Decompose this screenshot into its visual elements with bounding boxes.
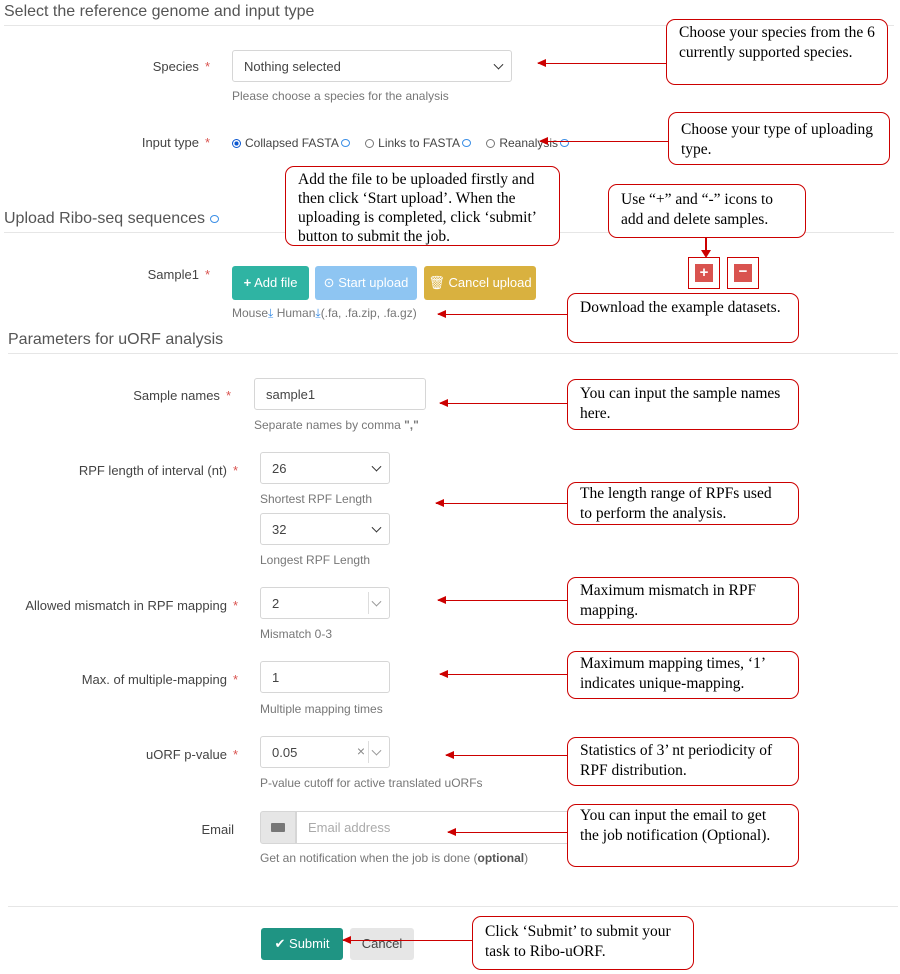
- info-bubble-icon[interactable]: [210, 215, 219, 223]
- shortest-rpf-help: Shortest RPF Length: [260, 492, 373, 506]
- clear-icon[interactable]: ×: [356, 743, 365, 759]
- rpf-length-label: RPF length of interval (nt) *: [78, 463, 238, 478]
- plus-icon: +: [243, 275, 252, 290]
- arrow-icon: [440, 403, 567, 404]
- annotation-species: Choose your species from the 6 currently supported species.: [666, 19, 888, 85]
- email-input[interactable]: Email address: [296, 811, 576, 844]
- mismatch-label: Allowed mismatch in RPF mapping *: [25, 598, 238, 613]
- mismatch-select[interactable]: 2: [260, 587, 390, 619]
- chevron-down-icon: [372, 746, 382, 756]
- arrow-icon: [438, 314, 567, 315]
- annotation-download: Download the example datasets.: [567, 293, 799, 343]
- sample1-label: Sample1 *: [147, 267, 210, 282]
- longest-rpf-select[interactable]: 32: [260, 513, 390, 545]
- sample-names-input[interactable]: sample1: [254, 378, 426, 410]
- arrow-icon: [438, 600, 567, 601]
- cancel-button[interactable]: Cancel: [350, 928, 414, 960]
- radio-links-fasta[interactable]: Links to FASTA: [365, 136, 471, 150]
- chevron-down-icon: [372, 597, 382, 607]
- pvalue-help: P-value cutoff for active translated uORFs: [260, 776, 483, 790]
- minus-icon: −: [734, 264, 752, 282]
- input-type-label: Input type *: [141, 135, 210, 150]
- radio-collapsed-fasta[interactable]: Collapsed FASTA: [232, 136, 350, 150]
- info-bubble-icon[interactable]: [341, 139, 350, 147]
- add-sample-button[interactable]: [688, 257, 720, 289]
- divider: [8, 906, 898, 907]
- human-download-link[interactable]: Human⤓: [276, 306, 321, 320]
- trash-icon: 🗑: [428, 275, 445, 290]
- download-icon: ⤓: [315, 306, 321, 320]
- radio-icon: [486, 139, 495, 148]
- plus-icon: +: [695, 264, 713, 282]
- multi-mapping-label: Max. of multiple-mapping *: [81, 672, 238, 687]
- species-select[interactable]: Nothing selected: [232, 50, 512, 82]
- shortest-rpf-select[interactable]: 26: [260, 452, 390, 484]
- start-upload-button[interactable]: ⊙ Start upload: [315, 266, 417, 300]
- divider: [8, 353, 898, 354]
- arrow-icon: [446, 755, 567, 756]
- annotation-mismatch: Maximum mismatch in RPF mapping.: [567, 577, 799, 625]
- section-title-reference: Select the reference genome and input type: [4, 3, 315, 20]
- chevron-down-icon: [494, 60, 504, 70]
- arrow-icon: [538, 63, 666, 64]
- multi-mapping-help: Multiple mapping times: [260, 702, 383, 716]
- upload-icon: ⊙: [323, 275, 335, 290]
- species-label: Species *: [152, 59, 210, 74]
- submit-button[interactable]: ✔ Submit: [261, 928, 343, 960]
- annotation-rpf-length: The length range of RPFs used to perform the analysis.: [567, 482, 799, 525]
- chevron-down-icon: [372, 523, 382, 533]
- species-help: Please choose a species for the analysis: [232, 89, 449, 103]
- remove-sample-button[interactable]: [727, 257, 759, 289]
- check-icon: ✔: [274, 936, 286, 951]
- email-help: Get an notification when the job is done (optional): [260, 851, 529, 865]
- envelope-icon: [271, 823, 285, 832]
- annotation-submit: Click ‘Submit’ to submit your task to Ribo-uORF.: [472, 916, 694, 970]
- radio-icon: [365, 139, 374, 148]
- mismatch-help: Mismatch 0-3: [260, 627, 333, 641]
- sample-names-label: Sample names *: [133, 388, 231, 403]
- radio-reanalysis[interactable]: Reanalysis: [486, 136, 569, 150]
- input-type-radio-group: [232, 136, 569, 150]
- pvalue-label: uORF p-value *: [146, 747, 238, 762]
- arrow-icon: [436, 503, 567, 504]
- section-title-params: Parameters for uORF analysis: [8, 331, 224, 348]
- cancel-upload-button[interactable]: 🗑 Cancel upload: [424, 266, 536, 300]
- email-label: Email: [201, 822, 234, 837]
- section-title-upload: Upload Ribo-seq sequences: [4, 210, 219, 228]
- multi-mapping-input[interactable]: 1: [260, 661, 390, 693]
- example-datasets: Mouse⤓ Human⤓(.fa, .fa.zip, .fa.gz): [232, 306, 417, 320]
- add-file-button[interactable]: + Add file: [232, 266, 309, 300]
- annotation-multi-mapping: Maximum mapping times, ‘1’ indicates unique-mapping.: [567, 651, 799, 699]
- radio-selected-icon: [232, 139, 241, 148]
- arrow-icon: [540, 141, 668, 142]
- mouse-download-link[interactable]: Mouse⤓: [232, 306, 274, 320]
- annotation-input-type: Choose your type of uploading type.: [668, 112, 890, 165]
- annotation-plus-minus: Use “+” and “-” icons to add and delete samples.: [608, 184, 806, 238]
- download-icon: ⤓: [268, 306, 274, 320]
- sample-names-help: Separate names by comma ",": [254, 418, 419, 432]
- pvalue-select[interactable]: 0.05 ×: [260, 736, 390, 768]
- longest-rpf-help: Longest RPF Length: [260, 553, 371, 567]
- info-bubble-icon[interactable]: [462, 139, 471, 147]
- annotation-email: You can input the email to get the job notification (Optional).: [567, 804, 799, 867]
- annotation-sample-names: You can input the sample names here.: [567, 379, 799, 430]
- arrow-icon: [440, 674, 567, 675]
- arrow-icon: [448, 832, 567, 833]
- annotation-upload: Add the file to be uploaded firstly and then click ‘Start upload’. When the uploading is completed, click ‘submit’ button to submit the job.: [285, 166, 560, 246]
- annotation-pvalue: Statistics of 3’ nt periodicity of RPF distribution.: [567, 737, 799, 786]
- envelope-addon: [260, 811, 296, 844]
- arrow-icon: [343, 940, 472, 941]
- chevron-down-icon: [372, 462, 382, 472]
